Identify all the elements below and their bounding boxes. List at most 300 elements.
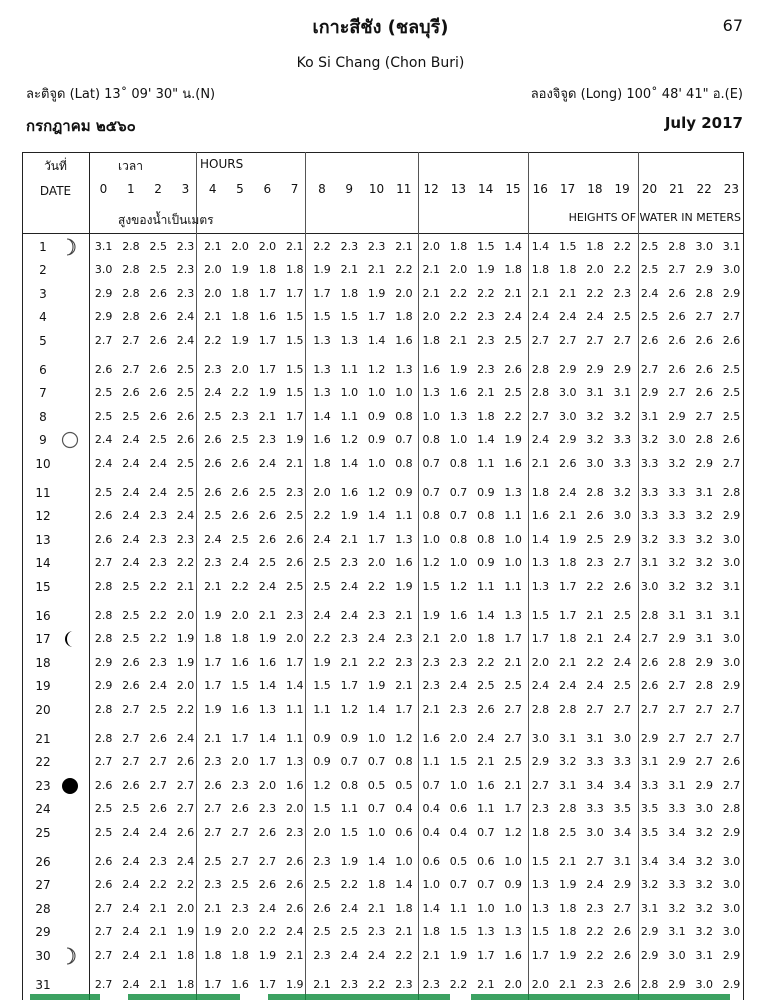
water-height-cell: 1.3 <box>395 532 413 546</box>
water-height-cell: 2.3 <box>340 978 359 991</box>
day-number: 11 <box>35 486 51 500</box>
water-height-cell: 3.1 <box>640 556 659 570</box>
day-number: 16 <box>35 609 51 623</box>
hour-header-row <box>89 182 744 198</box>
water-height-cell: 2.2 <box>586 286 604 300</box>
water-height-cell: 2.5 <box>722 363 741 376</box>
water-height-cell: 2.4 <box>477 732 495 745</box>
water-height-cell: 2.4 <box>149 486 167 499</box>
water-height-cell: 2.2 <box>231 579 249 593</box>
water-height-cell: 3.2 <box>695 509 713 523</box>
water-height-cell: 2.0 <box>231 755 249 769</box>
longitude-label: ลองจิจูด (Long) 100˚ 48' 41" อ.(E) <box>530 87 743 102</box>
water-height-cell: 3.3 <box>640 456 659 470</box>
water-height-cell: 2.4 <box>559 310 577 324</box>
water-height-cell: 3.5 <box>613 802 632 816</box>
water-height-cell: 3.4 <box>668 855 686 868</box>
water-height-cell: 1.0 <box>367 386 386 400</box>
hour-header-20: 20 <box>641 182 658 196</box>
water-height-cell: 2.2 <box>477 655 495 669</box>
water-height-cell: 1.5 <box>286 333 304 347</box>
water-height-cell: 2.4 <box>94 456 113 470</box>
water-height-cell: 2.6 <box>204 486 222 499</box>
water-height-cell: 2.3 <box>340 556 359 570</box>
water-height-cell: 1.8 <box>449 240 468 253</box>
water-height-cell: 2.3 <box>395 655 413 669</box>
table-row <box>22 822 744 845</box>
water-height-cell: 2.8 <box>122 310 140 324</box>
water-height-cell: 2.4 <box>531 310 550 324</box>
water-height-cell: 2.7 <box>531 333 550 347</box>
water-height-cell: 1.4 <box>395 878 413 892</box>
water-height-cell: 2.6 <box>94 363 113 376</box>
water-height-cell: 1.7 <box>340 679 359 693</box>
water-height-cell: 0.7 <box>422 778 440 792</box>
day-number: 27 <box>35 878 51 893</box>
day-number: 24 <box>35 802 51 817</box>
water-height-cell: 2.4 <box>122 925 140 939</box>
water-height-cell: 2.4 <box>504 310 522 324</box>
water-height-cell: 2.7 <box>531 778 550 792</box>
water-height-cell: 2.9 <box>722 948 741 962</box>
water-height-cell: 2.3 <box>176 263 195 277</box>
water-height-cell: 0.9 <box>504 878 522 892</box>
hour-header-22: 22 <box>696 182 712 196</box>
water-height-cell: 1.7 <box>477 948 495 962</box>
water-height-cell: 2.1 <box>531 286 550 300</box>
water-height-cell: 2.4 <box>531 433 550 447</box>
water-height-cell: 3.3 <box>613 433 632 447</box>
water-height-cell: 2.5 <box>122 802 140 816</box>
water-height-cell: 2.4 <box>122 948 140 962</box>
water-height-cell: 1.7 <box>313 286 331 300</box>
water-height-cell: 1.9 <box>204 925 222 939</box>
water-height-cell: 2.4 <box>122 825 140 839</box>
water-height-cell: 3.2 <box>695 556 713 570</box>
water-height-cell: 1.2 <box>367 363 386 376</box>
water-height-cell: 0.8 <box>477 532 495 546</box>
water-height-cell: 2.4 <box>286 925 304 939</box>
water-height-cell: 2.5 <box>231 433 249 447</box>
water-height-cell: 1.9 <box>340 855 359 868</box>
water-height-cell: 2.5 <box>94 486 113 499</box>
water-height-cell: 3.1 <box>722 240 741 253</box>
water-height-cell: 0.5 <box>395 778 413 792</box>
water-height-cell: 2.1 <box>286 456 304 470</box>
table-row <box>22 306 744 329</box>
header-separator <box>22 233 744 234</box>
water-height-cell: 2.8 <box>531 363 550 376</box>
water-height-cell: 2.5 <box>176 386 195 400</box>
water-height-cell: 1.6 <box>449 386 468 400</box>
water-height-cell: 2.5 <box>122 579 140 593</box>
water-height-cell: 2.3 <box>204 755 222 769</box>
water-height-cell: 2.9 <box>613 532 632 546</box>
water-height-cell: 1.8 <box>231 310 249 324</box>
water-height-cell: 2.5 <box>204 509 222 523</box>
water-height-cell: 1.2 <box>504 825 522 839</box>
water-height-cell: 1.4 <box>504 240 522 253</box>
water-height-cell: 2.1 <box>559 286 577 300</box>
water-height-cell: 2.3 <box>367 240 386 253</box>
table-row <box>22 628 744 651</box>
water-height-cell: 2.3 <box>258 802 277 816</box>
water-height-cell: 1.4 <box>313 409 331 423</box>
water-height-cell: 2.1 <box>586 632 604 646</box>
water-height-cell: 1.9 <box>231 333 249 347</box>
water-height-cell: 1.0 <box>504 855 522 868</box>
water-height-cell: 1.0 <box>367 732 386 745</box>
water-height-cell: 2.3 <box>231 901 249 915</box>
water-height-cell: 2.2 <box>149 609 167 622</box>
water-height-cell: 2.1 <box>504 286 522 300</box>
water-height-cell: 3.4 <box>668 825 686 839</box>
hour-header-1: 1 <box>126 182 135 196</box>
water-height-cell: 3.0 <box>695 802 713 816</box>
water-height-cell: 2.5 <box>504 679 522 693</box>
water-height-cell: 1.5 <box>313 679 331 693</box>
water-height-cell: 2.4 <box>559 486 577 499</box>
water-height-cell: 2.7 <box>122 755 140 769</box>
water-height-cell: 2.1 <box>422 286 440 300</box>
water-height-cell: 2.5 <box>176 363 195 376</box>
water-height-cell: 2.0 <box>449 632 468 646</box>
water-height-cell: 2.3 <box>477 333 495 347</box>
water-height-cell: 2.6 <box>231 802 249 816</box>
day-number: 5 <box>39 333 47 348</box>
water-height-cell: 3.0 <box>722 925 741 939</box>
water-height-cell: 2.2 <box>613 263 632 277</box>
water-height-cell: 2.4 <box>586 878 604 892</box>
day-number: 20 <box>35 702 51 717</box>
water-height-cell: 2.5 <box>149 702 167 716</box>
water-height-cell: 1.7 <box>258 755 277 769</box>
water-height-cell: 3.3 <box>668 532 686 546</box>
water-height-cell: 2.7 <box>613 901 632 915</box>
water-height-cell: 2.6 <box>477 702 495 716</box>
water-height-cell: 2.4 <box>586 310 604 324</box>
water-height-cell: 2.1 <box>477 978 495 991</box>
water-height-cell: 1.9 <box>204 702 222 716</box>
water-height-cell: 2.6 <box>504 363 522 376</box>
water-height-cell: 2.1 <box>258 409 277 423</box>
water-height-cell: 2.6 <box>722 433 741 447</box>
water-height-cell: 2.2 <box>586 948 604 962</box>
month-thai: กรกฎาคม ๒๕๖๐ <box>26 117 136 135</box>
water-height-cell: 1.3 <box>286 755 304 769</box>
water-height-cell: 0.7 <box>340 755 359 769</box>
hour-header-3: 3 <box>181 182 190 196</box>
table-row <box>22 751 744 774</box>
water-height-cell: 2.4 <box>531 679 550 693</box>
water-height-cell: 1.3 <box>531 901 550 915</box>
water-height-cell: 2.8 <box>668 655 686 669</box>
water-height-cell: 2.4 <box>340 948 359 962</box>
water-height-cell: 2.6 <box>695 333 713 347</box>
water-height-cell: 2.6 <box>640 655 659 669</box>
water-height-cell: 1.5 <box>559 240 577 253</box>
water-height-cell: 2.5 <box>122 409 140 423</box>
water-height-cell: 3.1 <box>613 386 632 400</box>
water-height-cell: 1.1 <box>504 579 522 593</box>
water-height-cell: 2.6 <box>122 778 140 792</box>
water-height-cell: 1.4 <box>367 509 386 523</box>
hour-header-15: 15 <box>505 182 521 196</box>
water-height-cell: 2.9 <box>94 655 113 669</box>
water-height-cell: 3.3 <box>613 755 632 769</box>
water-height-cell: 2.0 <box>286 802 304 816</box>
water-height-cell: 0.7 <box>422 456 440 470</box>
hour-header-12: 12 <box>423 182 439 196</box>
water-height-cell: 2.0 <box>422 240 440 253</box>
water-height-cell: 1.7 <box>258 978 277 991</box>
water-height-cell: 2.3 <box>204 878 222 892</box>
table-row <box>22 359 744 382</box>
water-height-cell: 0.9 <box>477 556 495 570</box>
water-height-cell: 2.6 <box>613 579 632 593</box>
water-height-cell: 1.7 <box>204 978 222 991</box>
water-height-cell: 1.6 <box>477 778 495 792</box>
water-height-cell: 1.6 <box>231 978 249 991</box>
water-height-cell: 1.5 <box>340 825 359 839</box>
water-height-cell: 3.1 <box>586 386 604 400</box>
water-height-cell: 1.2 <box>395 732 413 745</box>
water-height-cell: 1.5 <box>313 802 331 816</box>
water-height-cell: 1.7 <box>286 655 304 669</box>
table-row <box>22 429 744 452</box>
water-height-cell: 2.1 <box>559 855 577 868</box>
water-height-cell: 2.4 <box>613 655 632 669</box>
water-height-cell: 2.0 <box>231 925 249 939</box>
water-height-cell: 2.7 <box>722 310 741 324</box>
water-height-cell: 2.6 <box>176 755 195 769</box>
water-height-cell: 2.5 <box>231 532 249 546</box>
water-height-cell: 1.7 <box>367 310 386 324</box>
water-height-cell: 3.4 <box>613 778 632 792</box>
water-height-cell: 1.3 <box>422 386 440 400</box>
water-height-cell: 1.3 <box>477 925 495 939</box>
water-height-cell: 1.8 <box>531 825 550 839</box>
water-height-cell: 1.6 <box>395 556 413 570</box>
water-height-cell: 2.2 <box>586 655 604 669</box>
water-height-cell: 2.1 <box>340 532 359 546</box>
water-height-cell: 0.8 <box>477 509 495 523</box>
water-height-cell: 3.0 <box>722 655 741 669</box>
last-quarter-moon-icon <box>59 629 81 649</box>
water-height-cell: 3.1 <box>668 778 686 792</box>
water-height-cell: 2.1 <box>504 778 522 792</box>
water-height-cell: 1.1 <box>504 509 522 523</box>
water-height-cell: 2.8 <box>559 702 577 716</box>
water-height-cell: 3.1 <box>640 755 659 769</box>
water-height-cell: 2.7 <box>722 732 741 745</box>
water-height-cell: 2.7 <box>149 755 167 769</box>
water-height-cell: 1.9 <box>176 655 195 669</box>
water-height-cell: 2.7 <box>586 333 604 347</box>
water-height-cell: 2.8 <box>695 679 713 693</box>
water-height-cell: 2.3 <box>586 978 604 991</box>
water-height-cell: 1.3 <box>504 925 522 939</box>
water-height-cell: 0.9 <box>395 486 413 499</box>
water-height-cell: 1.5 <box>531 855 550 868</box>
water-height-cell: 3.2 <box>695 878 713 892</box>
water-height-cell: 2.7 <box>204 802 222 816</box>
water-height-cell: 2.0 <box>586 263 604 277</box>
table-row <box>22 728 744 751</box>
water-height-cell: 1.8 <box>477 409 495 423</box>
water-height-cell: 2.5 <box>613 679 632 693</box>
table-row <box>22 851 744 874</box>
water-height-cell: 2.7 <box>668 679 686 693</box>
day-number: 1 <box>39 240 47 254</box>
water-height-cell: 2.8 <box>559 802 577 816</box>
water-height-cell: 3.4 <box>586 778 604 792</box>
water-height-cell: 1.8 <box>531 486 550 499</box>
hours-header: HOURS <box>200 157 244 171</box>
water-height-cell: 2.6 <box>258 509 277 523</box>
water-height-cell: 2.5 <box>204 855 222 868</box>
day-number: 29 <box>35 925 51 940</box>
water-height-cell: 1.9 <box>204 609 222 622</box>
water-height-cell: 2.5 <box>149 240 167 253</box>
water-height-cell: 2.2 <box>340 878 359 892</box>
water-height-cell: 2.1 <box>395 609 413 622</box>
water-height-cell: 1.9 <box>477 263 495 277</box>
water-height-cell: 2.0 <box>504 978 522 991</box>
water-height-cell: 1.2 <box>340 433 359 447</box>
water-height-cell: 2.5 <box>176 456 195 470</box>
water-height-cell: 2.1 <box>367 901 386 915</box>
water-height-cell: 2.9 <box>722 509 741 523</box>
water-height-cell: 1.8 <box>559 901 577 915</box>
water-height-cell: 2.8 <box>94 632 113 646</box>
water-height-cell: 2.4 <box>204 532 222 546</box>
water-height-cell: 2.5 <box>122 632 140 646</box>
table-row <box>22 482 744 505</box>
water-height-cell: 2.4 <box>231 556 249 570</box>
water-height-cell: 2.7 <box>722 778 741 792</box>
water-height-cell: 2.8 <box>94 732 113 745</box>
water-height-cell: 2.3 <box>449 702 468 716</box>
water-height-cell: 2.2 <box>449 310 468 324</box>
water-height-cell: 3.2 <box>695 925 713 939</box>
water-height-cell: 2.6 <box>286 878 304 892</box>
water-height-cell: 2.4 <box>559 679 577 693</box>
water-height-cell: 2.0 <box>204 263 222 277</box>
water-height-cell: 2.7 <box>531 409 550 423</box>
water-height-cell: 2.3 <box>176 532 195 546</box>
water-height-cell: 1.8 <box>340 286 359 300</box>
water-height-cell: 3.0 <box>722 532 741 546</box>
water-height-cell: 3.2 <box>695 579 713 593</box>
water-height-cell: 1.4 <box>340 456 359 470</box>
water-height-cell: 0.7 <box>449 509 468 523</box>
water-height-cell: 1.6 <box>313 433 331 447</box>
water-height-cell: 1.0 <box>367 825 386 839</box>
water-height-cell: 2.0 <box>449 263 468 277</box>
water-height-cell: 1.9 <box>176 925 195 939</box>
water-height-cell: 2.1 <box>340 263 359 277</box>
water-height-cell: 1.3 <box>531 579 550 593</box>
water-height-cell: 2.9 <box>722 825 741 839</box>
water-height-cell: 3.2 <box>695 901 713 915</box>
water-height-cell: 2.6 <box>231 486 249 499</box>
water-height-cell: 2.1 <box>395 925 413 939</box>
water-height-cell: 3.2 <box>668 901 686 915</box>
water-height-cell: 1.0 <box>340 386 359 400</box>
water-height-cell: 2.5 <box>149 263 167 277</box>
water-height-cell: 2.5 <box>586 532 604 546</box>
water-height-cell: 1.5 <box>286 310 304 324</box>
water-height-cell: 0.6 <box>477 855 495 868</box>
water-height-cell: 2.6 <box>122 679 140 693</box>
water-height-cell: 3.1 <box>559 778 577 792</box>
water-height-cell: 2.3 <box>149 556 167 570</box>
water-height-cell: 1.8 <box>176 948 195 962</box>
water-height-cell: 2.6 <box>613 978 632 991</box>
hour-header-13: 13 <box>450 182 467 196</box>
water-height-cell: 2.2 <box>449 286 468 300</box>
water-height-cell: 2.2 <box>149 878 167 892</box>
water-height-cell: 2.0 <box>449 732 468 745</box>
water-height-cell: 2.7 <box>640 702 659 716</box>
water-height-cell: 2.6 <box>668 310 686 324</box>
water-height-cell: 2.0 <box>313 486 331 499</box>
water-height-cell: 1.1 <box>395 509 413 523</box>
water-height-cell: 2.2 <box>231 386 249 400</box>
water-height-cell: 3.0 <box>559 386 577 400</box>
water-height-cell: 2.4 <box>258 456 277 470</box>
table-row <box>22 259 744 282</box>
water-height-cell: 2.0 <box>286 632 304 646</box>
water-height-cell: 2.6 <box>695 386 713 400</box>
day-number: 4 <box>39 310 47 325</box>
water-height-cell: 2.4 <box>313 532 331 546</box>
water-height-cell: 3.2 <box>640 878 659 892</box>
water-height-cell: 1.9 <box>340 509 359 523</box>
water-height-cell: 1.7 <box>504 802 522 816</box>
hour-header-17: 17 <box>559 182 576 196</box>
day-number: 7 <box>39 386 47 401</box>
water-height-cell: 1.8 <box>231 286 249 300</box>
water-height-cell: 2.2 <box>477 286 495 300</box>
water-height-cell: 1.1 <box>313 702 331 716</box>
water-height-cell: 2.4 <box>176 310 195 324</box>
water-height-cell: 2.8 <box>122 240 140 253</box>
water-height-cell: 1.8 <box>559 925 577 939</box>
water-height-cell: 2.8 <box>531 386 550 400</box>
water-height-cell: 3.2 <box>586 433 604 447</box>
water-height-cell: 1.2 <box>422 556 440 570</box>
water-height-cell: 2.6 <box>176 825 195 839</box>
water-height-cell: 2.6 <box>122 655 140 669</box>
water-height-cell: 3.2 <box>586 409 604 423</box>
water-height-cell: 2.6 <box>640 679 659 693</box>
water-height-cell: 2.7 <box>122 363 140 376</box>
water-height-cell: 2.4 <box>313 609 331 622</box>
water-height-cell: 2.4 <box>176 509 195 523</box>
water-height-cell: 2.3 <box>149 509 167 523</box>
water-height-cell: 2.7 <box>231 855 249 868</box>
water-height-cell: 1.3 <box>258 702 277 716</box>
water-height-cell: 3.3 <box>640 509 659 523</box>
water-height-cell: 2.3 <box>477 310 495 324</box>
water-height-cell: 1.7 <box>286 409 304 423</box>
water-height-cell: 2.5 <box>640 240 659 253</box>
water-height-cell: 2.4 <box>340 579 359 593</box>
water-height-cell: 2.7 <box>695 755 713 769</box>
water-height-cell: 2.5 <box>613 310 632 324</box>
